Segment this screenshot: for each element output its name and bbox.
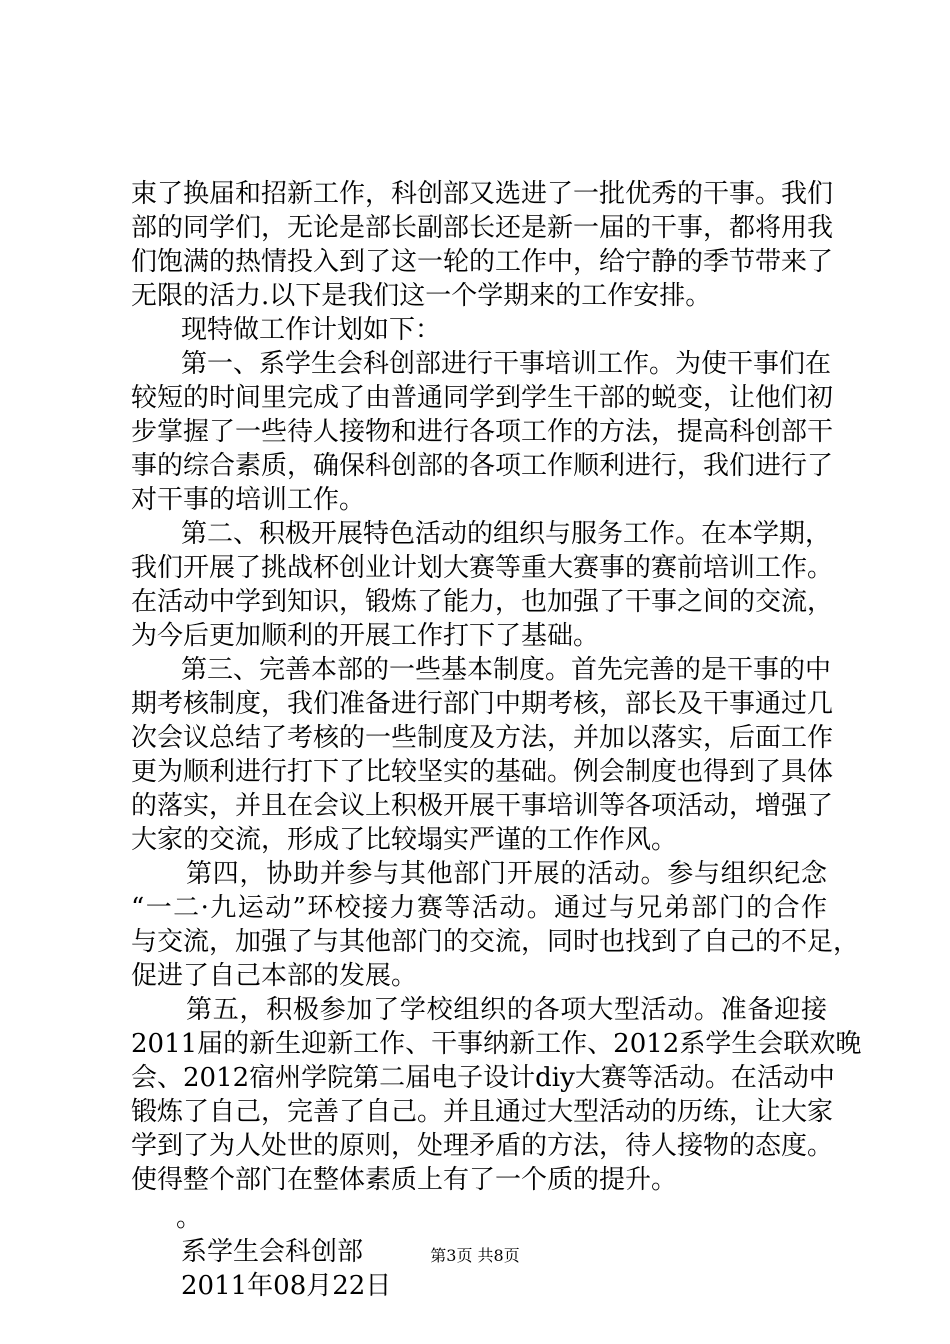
body-line: 在活动中学到知识，锻炼了能力，也加强了干事之间的交流， [131, 587, 834, 617]
body-line: 与交流，加强了与其他部门的交流，同时也找到了自己的不足， [131, 927, 860, 957]
body-line: 2011届的新生迎新工作、干事纳新工作、2012系学生会联欢晚 [131, 1029, 862, 1059]
body-line: 第二、积极开展特色活动的组织与服务工作。在本学期， [181, 519, 832, 549]
body-line: 。 [176, 1203, 203, 1233]
signature-department: 系学生会科创部 [181, 1237, 364, 1267]
body-line: 学到了为人处世的原则，处理矛盾的方法，待人接物的态度。 [131, 1131, 834, 1161]
body-line: 更为顺利进行打下了比较坚实的基础。例会制度也得到了具体 [131, 757, 834, 787]
body-line: 锻炼了自己，完善了自己。并且通过大型活动的历练，让大家 [131, 1097, 834, 1127]
body-line: “一二·九运动”环校接力赛等活动。通过与兄弟部门的合作 [131, 893, 827, 923]
body-line: 第一、系学生会科创部进行干事培训工作。为使干事们在 [181, 349, 832, 379]
body-line: 次会议总结了考核的一些制度及方法，并加以落实，后面工作 [131, 723, 834, 753]
body-line: 对干事的培训工作。 [131, 485, 366, 515]
body-line: 会、2012宿州学院第二届电子设计diy大赛等活动。在活动中 [131, 1063, 835, 1093]
body-line: 无限的活力.以下是我们这一个学期来的工作安排。 [131, 281, 712, 311]
body-line: 促进了自己本部的发展。 [131, 961, 418, 991]
body-line: 第五，积极参加了学校组织的各项大型活动。准备迎接 [186, 995, 827, 1025]
body-line: 部的同学们，无论是部长副部长还是新一届的干事，都将用我 [131, 213, 834, 243]
body-line: 我们开展了挑战杯创业计划大赛等重大赛事的赛前培训工作。 [131, 553, 834, 583]
body-line: 第四，协助并参与其他部门开展的活动。参与组织纪念 [186, 859, 827, 889]
body-line: 的落实，并且在会议上积极开展干事培训等各项活动，增强了 [131, 791, 834, 821]
body-line: 大家的交流，形成了比较塌实严谨的工作作风。 [131, 825, 678, 855]
body-line: 步掌握了一些待人接物和进行各项工作的方法，提高科创部干 [131, 417, 834, 447]
page-footer: 第3页 共8页 [430, 1246, 520, 1265]
body-line: 使得整个部门在整体素质上有了一个质的提升。 [131, 1165, 678, 1195]
body-line: 期考核制度，我们准备进行部门中期考核，部长及干事通过几 [131, 689, 834, 719]
body-line: 较短的时间里完成了由普通同学到学生干部的蜕变，让他们初 [131, 383, 834, 413]
body-line: 第三、完善本部的一些基本制度。首先完善的是干事的中 [181, 655, 832, 685]
body-line: 事的综合素质，确保科创部的各项工作顺利进行，我们进行了 [131, 451, 834, 481]
body-line: 为今后更加顺利的开展工作打下了基础。 [131, 621, 600, 651]
body-line: 们饱满的热情投入到了这一轮的工作中，给宁静的季节带来了 [131, 247, 834, 277]
body-line: 现特做工作计划如下： [181, 315, 442, 345]
body-line: 束了换届和招新工作，科创部又选进了一批优秀的干事。我们 [131, 179, 834, 209]
signature-date: 2011年08月22日 [181, 1271, 392, 1301]
